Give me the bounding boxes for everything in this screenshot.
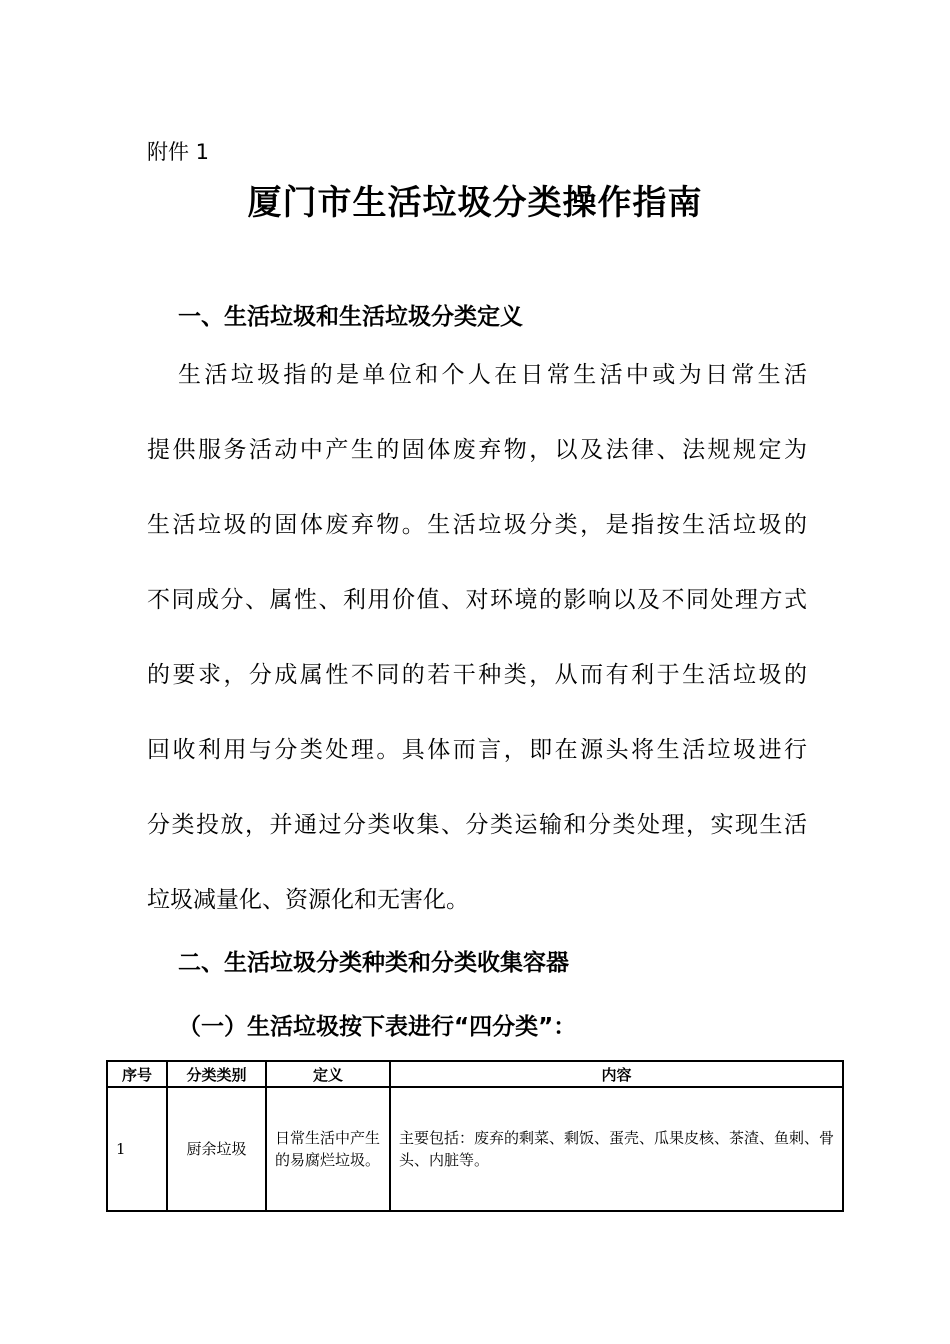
header-category: 分类类别 bbox=[167, 1061, 266, 1087]
header-definition: 定义 bbox=[266, 1061, 390, 1087]
document-title: 厦门市生活垃圾分类操作指南 bbox=[247, 183, 703, 223]
section-heading-categories: 二、生活垃圾分类种类和分类收集容器 bbox=[178, 950, 569, 976]
header-content: 内容 bbox=[390, 1061, 843, 1087]
paragraph-line: 提供服务活动中产生的固体废弃物，以及法律、法规规定为 bbox=[147, 437, 807, 463]
paragraph-line: 生活垃圾指的是单位和个人在日常生活中或为日常生活 bbox=[178, 362, 807, 388]
paragraph-line: 分类投放，并通过分类收集、分类运输和分类处理，实现生活 bbox=[147, 812, 807, 838]
paragraph-line: 不同成分、属性、利用价值、对环境的影响以及不同处理方式 bbox=[147, 587, 807, 613]
paragraph-line: 的要求，分成属性不同的若干种类，从而有利于生活垃圾的 bbox=[147, 662, 807, 688]
classification-table bbox=[106, 1060, 844, 1212]
paragraph-line: 生活垃圾的固体废弃物。生活垃圾分类，是指按生活垃圾的 bbox=[147, 512, 807, 538]
paragraph-line: 回收利用与分类处理。具体而言，即在源头将生活垃圾进行 bbox=[147, 737, 807, 763]
cell-index: 1 bbox=[107, 1087, 167, 1211]
header-index: 序号 bbox=[107, 1061, 167, 1087]
subsection-heading-four-categories: （一）生活垃圾按下表进行“四分类”： bbox=[178, 1014, 577, 1040]
paragraph-line: 垃圾减量化、资源化和无害化。 bbox=[147, 887, 469, 913]
cell-category: 厨余垃圾 bbox=[167, 1087, 266, 1211]
cell-content: 主要包括：废弃的剩菜、剩饭、蛋壳、瓜果皮核、茶渣、鱼刺、骨头、内脏等。 bbox=[390, 1087, 843, 1211]
definition-paragraph bbox=[147, 352, 807, 952]
cell-definition: 日常生活中产生的易腐烂垃圾。 bbox=[266, 1087, 390, 1211]
section-heading-definitions: 一、生活垃圾和生活垃圾分类定义 bbox=[178, 304, 523, 330]
table-row bbox=[107, 1087, 843, 1211]
table-header-row bbox=[107, 1061, 843, 1087]
attachment-label: 附件 1 bbox=[147, 140, 210, 164]
